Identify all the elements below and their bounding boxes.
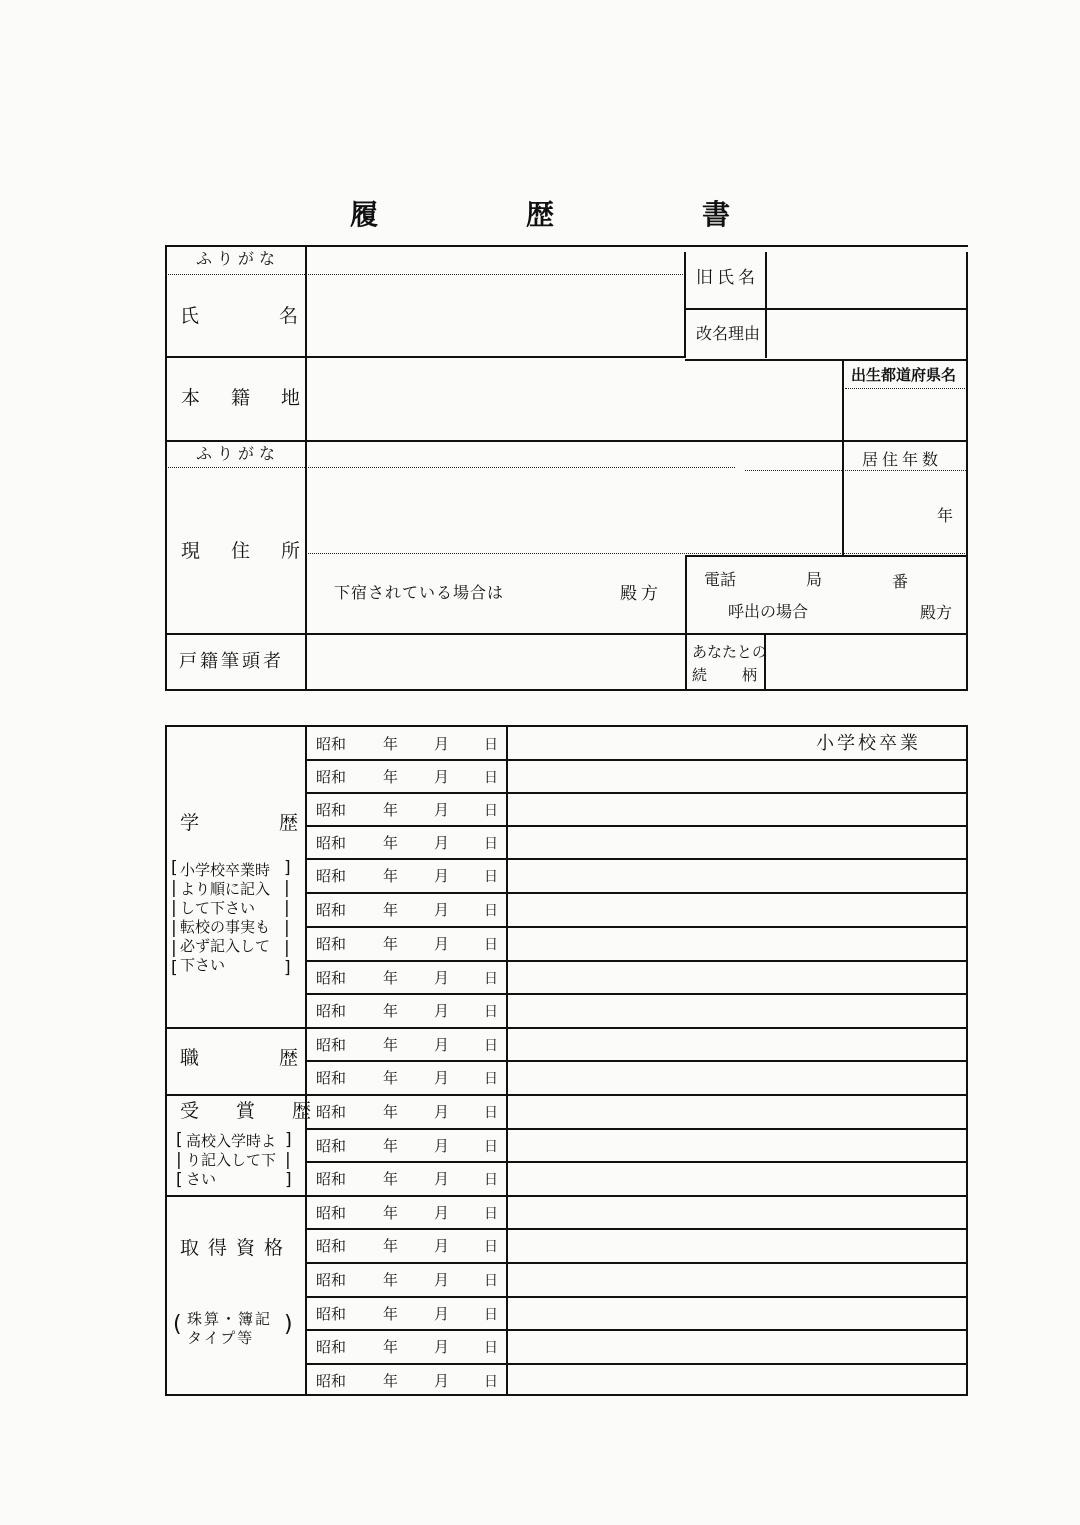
furigana-label: ふりがな: [196, 249, 281, 268]
date-era: 昭和: [316, 1103, 347, 1121]
date-era: 昭和: [316, 1237, 347, 1255]
qual-note: 珠算・簿記 タイプ等: [187, 1310, 273, 1347]
date-year: 年: [383, 768, 399, 786]
date-era: 昭和: [316, 1069, 347, 1087]
date-day: 日: [484, 1038, 498, 1054]
date-year: 年: [383, 1204, 399, 1222]
birth-pref-label: 出生都道府県名: [851, 366, 957, 384]
date-month: 月: [434, 1237, 450, 1255]
years-unit: 年: [937, 506, 954, 525]
date-era: 昭和: [316, 1170, 347, 1188]
former-name-label: 旧氏名: [696, 268, 759, 288]
date-era: 昭和: [316, 1137, 347, 1155]
date-year: 年: [383, 1338, 399, 1356]
date-day: 日: [484, 1206, 498, 1222]
date-era: 昭和: [316, 935, 347, 953]
date-month: 月: [434, 1002, 450, 1020]
date-day: 日: [484, 1340, 498, 1356]
furigana2-label: ふりがな: [196, 444, 281, 463]
date-year: 年: [383, 1036, 399, 1054]
history-row-line: [305, 1363, 968, 1365]
date-era: 昭和: [316, 768, 347, 786]
date-day: 日: [484, 1105, 498, 1121]
lodging-label: 下宿されている場合は: [334, 583, 505, 602]
date-year: 年: [383, 1271, 399, 1289]
phone-kyoku: 局: [806, 570, 823, 589]
date-year: 年: [383, 1237, 399, 1255]
history-row-line: [305, 1329, 968, 1331]
date-year: 年: [383, 867, 399, 885]
date-month: 月: [434, 834, 450, 852]
date-era: 昭和: [316, 969, 347, 987]
date-year: 年: [383, 969, 399, 987]
date-year: 年: [383, 901, 399, 919]
first-entry-text: 小学校卒業: [816, 733, 921, 754]
date-month: 月: [434, 1036, 450, 1054]
date-year: 年: [383, 1002, 399, 1020]
date-era: 昭和: [316, 1338, 347, 1356]
date-era: 昭和: [316, 1271, 347, 1289]
date-year: 年: [383, 1137, 399, 1155]
awards-label: 受 賞 歴: [180, 1100, 321, 1122]
date-month: 月: [434, 867, 450, 885]
history-row-line: [305, 892, 968, 894]
history-section-break: [165, 1027, 968, 1029]
date-year: 年: [383, 834, 399, 852]
date-month: 月: [434, 1137, 450, 1155]
education-note-open-paren: [ | | | | [: [171, 858, 178, 978]
call-label: 呼出の場合: [728, 602, 809, 621]
date-era: 昭和: [316, 1002, 347, 1020]
relation-label-2: 続 柄: [692, 666, 768, 684]
date-day: 日: [484, 1071, 498, 1087]
education-note: 小学校卒業時 より順に記入 して下さい 転校の事実も 必ず記入して 下さい: [180, 861, 271, 974]
date-day: 日: [484, 869, 498, 885]
date-year: 年: [383, 735, 399, 753]
history-border-bottom: [165, 1394, 968, 1396]
date-month: 月: [434, 1271, 450, 1289]
date-era: 昭和: [316, 1305, 347, 1323]
date-day: 日: [484, 1004, 498, 1020]
work-label: 職 歴: [180, 1047, 313, 1069]
history-row-line: [305, 1060, 968, 1062]
date-month: 月: [434, 801, 450, 819]
education-label: 学 歴: [180, 812, 313, 834]
date-day: 日: [484, 971, 498, 987]
date-day: 日: [484, 803, 498, 819]
date-year: 年: [383, 935, 399, 953]
awards-note-close-paren: ] | ]: [285, 1130, 292, 1190]
history-row-line: [305, 759, 968, 761]
date-day: 日: [484, 1139, 498, 1155]
date-year: 年: [383, 1069, 399, 1087]
date-month: 月: [434, 735, 450, 753]
date-month: 月: [434, 1069, 450, 1087]
date-month: 月: [434, 1338, 450, 1356]
history-row-line: [305, 1296, 968, 1298]
date-month: 月: [434, 1305, 450, 1323]
date-month: 月: [434, 901, 450, 919]
date-year: 年: [383, 801, 399, 819]
history-row-line: [305, 825, 968, 827]
date-day: 日: [484, 770, 498, 786]
date-month: 月: [434, 1372, 450, 1390]
page-title: 履 歴 書: [349, 198, 790, 231]
date-day: 日: [484, 1374, 498, 1390]
date-year: 年: [383, 1305, 399, 1323]
date-era: 昭和: [316, 834, 347, 852]
lodging-suffix: 殿方: [620, 584, 662, 604]
qual-note-close-paren: ): [284, 1312, 293, 1337]
date-year: 年: [383, 1103, 399, 1121]
awards-note: 高校入学時よ り記入して下 さい: [186, 1132, 277, 1188]
name-label: 氏 名: [180, 305, 313, 327]
education-note-close-paren: ] | | | | ]: [284, 858, 291, 978]
date-day: 日: [484, 937, 498, 953]
date-day: 日: [484, 1172, 498, 1188]
date-era: 昭和: [316, 901, 347, 919]
date-month: 月: [434, 1103, 450, 1121]
history-row-line: [305, 792, 968, 794]
relation-label-1: あなたとの: [692, 643, 768, 661]
history-row-line: [305, 1262, 968, 1264]
history-row-line: [305, 1128, 968, 1130]
qual-label: 取得資格: [180, 1237, 293, 1259]
household-head-label: 戸籍筆頭者: [179, 651, 284, 672]
history-row-line: [305, 993, 968, 995]
date-month: 月: [434, 768, 450, 786]
date-era: 昭和: [316, 1372, 347, 1390]
date-day: 日: [484, 1273, 498, 1289]
address-label: 現 住 所: [181, 540, 307, 562]
phone-ban: 番: [892, 572, 909, 591]
residence-years-label: 居住年数: [862, 450, 943, 469]
history-row-line: [305, 1161, 968, 1163]
date-year: 年: [383, 1372, 399, 1390]
date-era: 昭和: [316, 735, 347, 753]
date-year: 年: [383, 1170, 399, 1188]
history-row-line: [305, 858, 968, 860]
date-era: 昭和: [316, 867, 347, 885]
history-border-top: [165, 725, 968, 727]
date-era: 昭和: [316, 1204, 347, 1222]
history-section-break: [165, 1195, 968, 1197]
date-era: 昭和: [316, 1036, 347, 1054]
date-day: 日: [484, 903, 498, 919]
history-row-line: [305, 1228, 968, 1230]
history-border-left: [165, 725, 167, 1396]
call-suffix: 殿方: [920, 603, 953, 622]
honseki-label: 本 籍 地: [181, 387, 307, 409]
awards-note-open-paren: [ | [: [176, 1130, 183, 1190]
history-row-line: [305, 926, 968, 928]
date-day: 日: [484, 737, 498, 753]
date-day: 日: [484, 836, 498, 852]
history-section-break: [165, 1094, 968, 1096]
date-month: 月: [434, 1204, 450, 1222]
date-month: 月: [434, 1170, 450, 1188]
phone-label: 電話: [704, 570, 737, 589]
date-day: 日: [484, 1239, 498, 1255]
rename-reason-label: 改名理由: [696, 324, 761, 343]
date-era: 昭和: [316, 801, 347, 819]
qual-note-open-paren: (: [173, 1312, 182, 1337]
date-month: 月: [434, 935, 450, 953]
date-month: 月: [434, 969, 450, 987]
history-row-line: [305, 960, 968, 962]
date-day: 日: [484, 1307, 498, 1323]
